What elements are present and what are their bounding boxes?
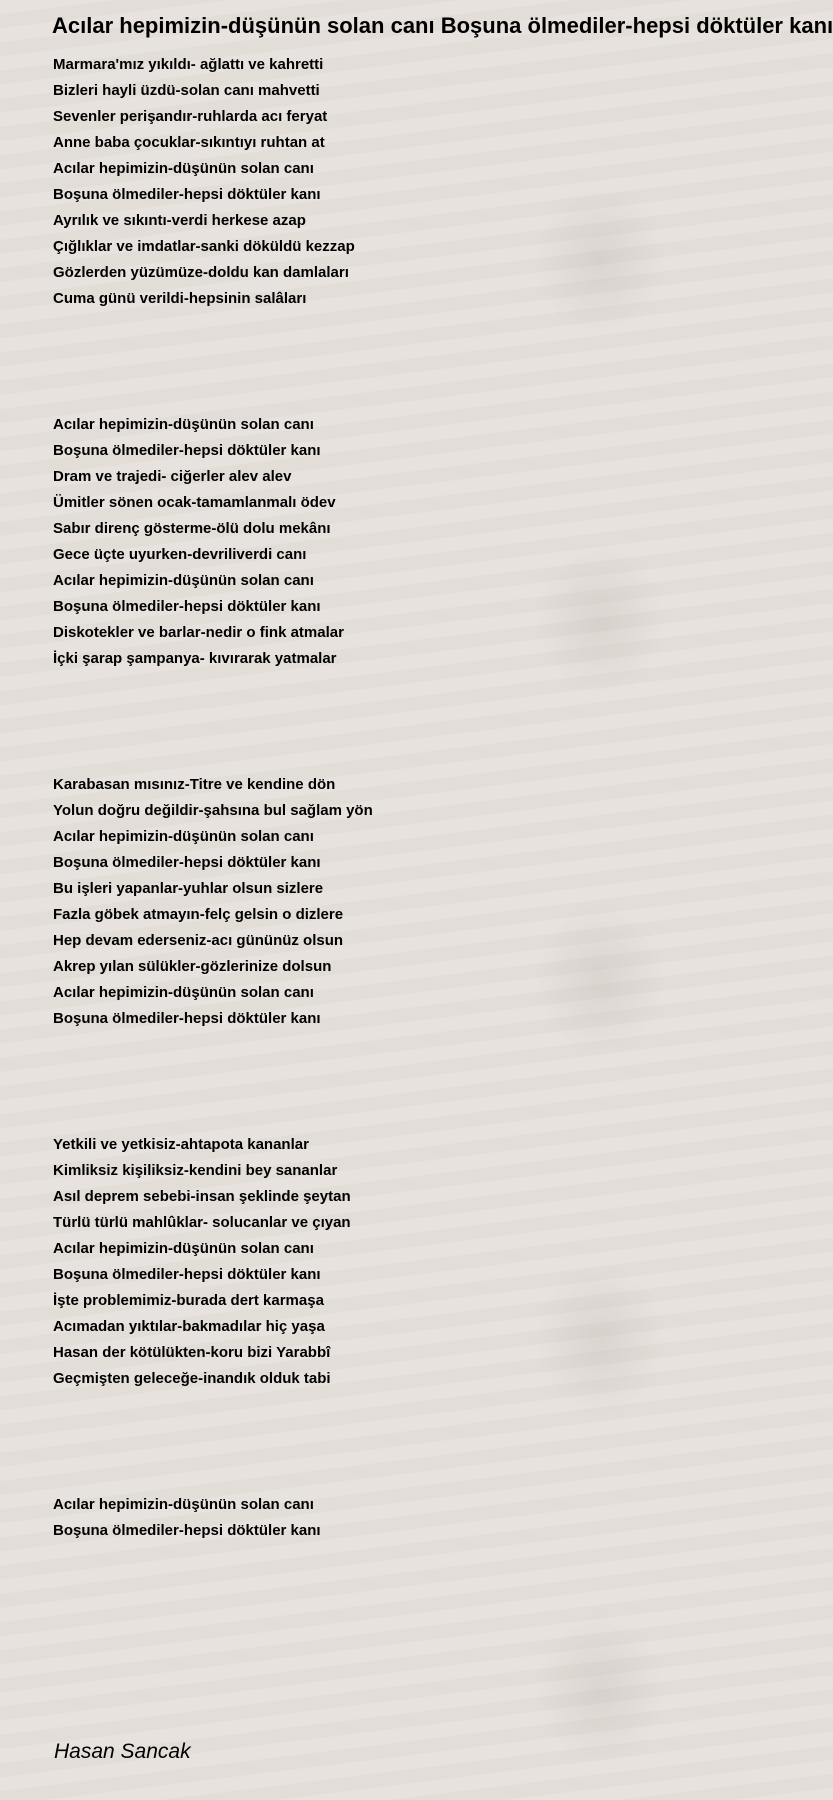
poem-line: Geçmişten geleceğe-inandık olduk tabi — [53, 1370, 331, 1387]
poem-line: Akrep yılan sülükler-gözlerinize dolsun — [53, 958, 332, 975]
poem-line: Ayrılık ve sıkıntı-verdi herkese azap — [53, 212, 306, 229]
poem-line: Anne baba çocuklar-sıkıntıyı ruhtan at — [53, 134, 325, 151]
poem-line: Kimliksiz kişiliksiz-kendini bey sananlar — [53, 1162, 338, 1179]
poem-line: Yolun doğru değildir-şahsına bul sağlam yön — [53, 802, 373, 819]
poem-author: Hasan Sancak — [54, 1740, 191, 1763]
poem-line: Yetkili ve yetkisiz-ahtapota kananlar — [53, 1136, 309, 1153]
poem-line: Hep devam ederseniz-acı gününüz olsun — [53, 932, 344, 949]
poem-line: Çığlıklar ve imdatlar-sanki döküldü kezzap — [53, 238, 355, 255]
poem-line: Sevenler perişandır-ruhlarda acı feryat — [53, 108, 328, 125]
poem-line: Acılar hepimizin-düşünün solan canı — [53, 160, 314, 177]
poem-line: Acılar hepimizin-düşünün solan canı — [53, 572, 314, 589]
poem-line: Acılar hepimizin-düşünün solan canı — [53, 1496, 314, 1513]
poem-line: Cuma günü verildi-hepsinin salâları — [53, 290, 307, 307]
poem-line: İşte problemimiz-burada dert karmaşa — [53, 1292, 324, 1309]
poem-body — [53, 52, 613, 1644]
poem-line: Hasan der kötülükten-koru bizi Yarabbî — [53, 1344, 331, 1361]
poem-line: Boşuna ölmediler-hepsi döktüler kanı — [53, 442, 321, 459]
poem-line: Acılar hepimizin-düşünün solan canı — [53, 1240, 314, 1257]
poem-line: Ümitler sönen ocak-tamamlanmalı ödev — [53, 494, 336, 511]
poem-line: Bizleri hayli üzdü-solan canı mahvetti — [53, 82, 320, 99]
poem-line: Acılar hepimizin-düşünün solan canı — [53, 416, 314, 433]
poem-line: Karabasan mısınız-Titre ve kendine dön — [53, 776, 336, 793]
poem-line: Acılar hepimizin-düşünün solan canı — [53, 984, 314, 1001]
poem-line: Diskotekler ve barlar-nedir o fink atmalar — [53, 624, 344, 641]
poem-line: Fazla göbek atmayın-felç gelsin o dizlere — [53, 906, 344, 923]
poem-line: Gözlerden yüzümüze-doldu kan damlaları — [53, 264, 349, 281]
poem-line: Dram ve trajedi- ciğerler alev alev — [53, 468, 292, 485]
poem-line: Asıl deprem sebebi-insan şeklinde şeytan — [53, 1188, 351, 1205]
poem-line: Acılar hepimizin-düşünün solan canı — [53, 828, 314, 845]
poem-stanza — [53, 772, 613, 1032]
poem-line: Acımadan yıktılar-bakmadılar hiç yaşa — [53, 1318, 325, 1335]
poem-stanza — [53, 1492, 613, 1544]
poem-line: Boşuna ölmediler-hepsi döktüler kanı — [53, 1010, 321, 1027]
poem-line: Boşuna ölmediler-hepsi döktüler kanı — [53, 186, 321, 203]
poem-line: Boşuna ölmediler-hepsi döktüler kanı — [53, 598, 321, 615]
poem-line: Bu işleri yapanlar-yuhlar olsun sizlere — [53, 880, 324, 897]
poem-line: Boşuna ölmediler-hepsi döktüler kanı — [53, 1266, 321, 1283]
poem-stanza — [53, 52, 613, 312]
poem-line: Sabır direnç gösterme-ölü dolu mekânı — [53, 520, 331, 537]
poem-line: Boşuna ölmediler-hepsi döktüler kanı — [53, 1522, 321, 1539]
poem-stanza — [53, 412, 613, 672]
poem-stanza — [53, 1132, 613, 1392]
poem-title: Acılar hepimizin-düşünün solan canı Boşuna ölmediler-hepsi döktüler kanı — [52, 13, 833, 38]
poem-line: Boşuna ölmediler-hepsi döktüler kanı — [53, 854, 321, 871]
poem-line: İçki şarap şampanya- kıvırarak yatmalar — [53, 650, 337, 667]
poem-line: Marmara'mız yıkıldı- ağlattı ve kahretti — [53, 56, 324, 73]
poem-line: Türlü türlü mahlûklar- solucanlar ve çıyan — [53, 1214, 351, 1231]
poem-line: Gece üçte uyurken-devriliverdi canı — [53, 546, 307, 563]
